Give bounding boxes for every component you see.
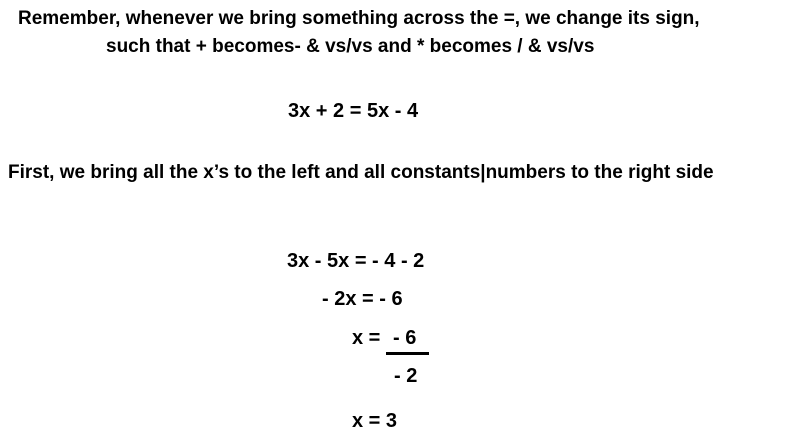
step-3-lhs: x = [352,327,381,349]
main-equation: 3x + 2 = 5x - 4 [288,100,419,122]
intro-line-2: such that + becomes- & vs/vs and * becomes / & vs/vs [106,36,595,57]
step-2-equation: - 2x = - 6 [322,288,403,310]
step-3-denominator: - 2 [394,365,418,387]
step-3-numerator: - 6 [393,327,417,349]
step-1-equation: 3x - 5x = - 4 - 2 [287,250,425,272]
intro-line-1: Remember, whenever we bring something across the =, we change its sign, [18,8,700,29]
fraction-bar [386,352,429,355]
instruction-text: First, we bring all the x’s to the left and all constants|numbers to the right side [8,162,714,183]
answer-equation: x = 3 [352,410,398,432]
